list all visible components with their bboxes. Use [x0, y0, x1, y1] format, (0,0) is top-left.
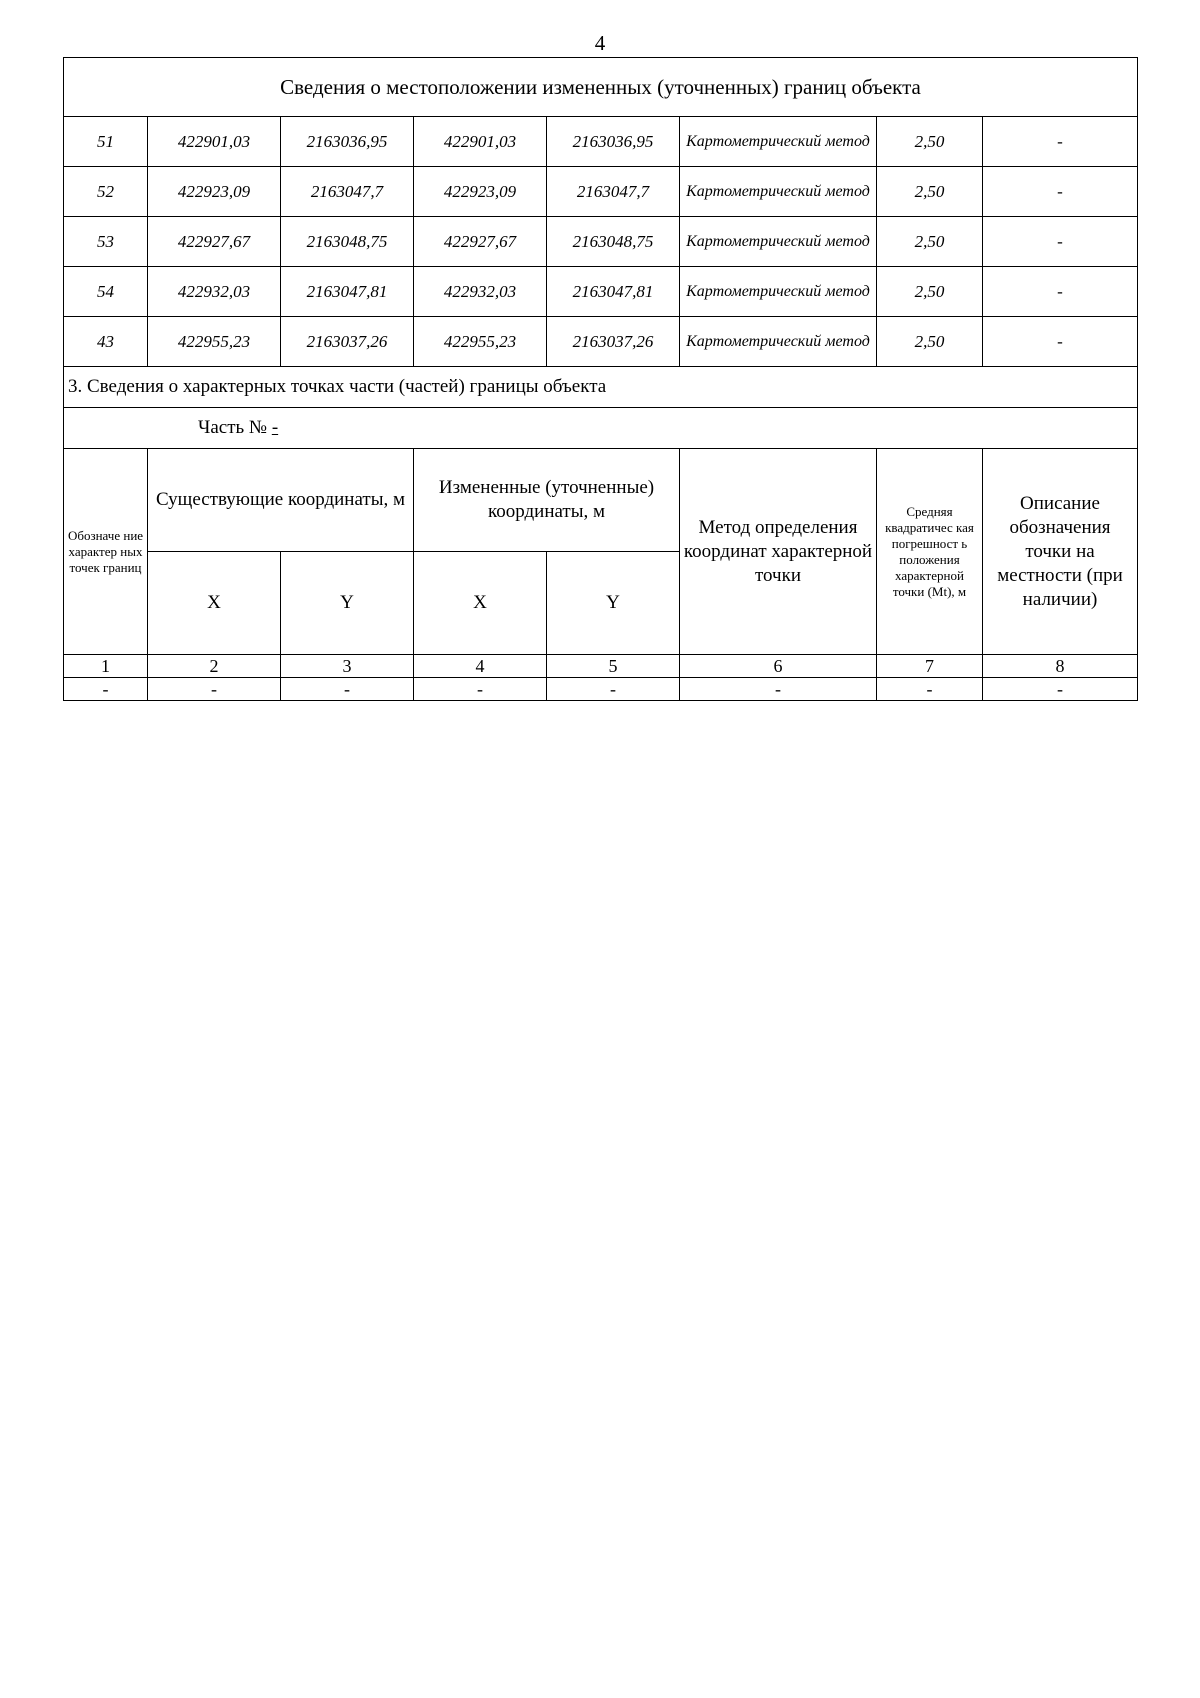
empty-cell: -	[64, 678, 148, 701]
accuracy-cell: 2,50	[877, 167, 983, 217]
column-number: 5	[547, 655, 680, 678]
description-cell: -	[983, 217, 1138, 267]
point-cell: 53	[64, 217, 148, 267]
x-existing-cell: 422901,03	[148, 117, 281, 167]
empty-row	[64, 678, 1138, 701]
x-new-cell: 422901,03	[414, 117, 547, 167]
y-new-cell: 2163047,81	[547, 267, 680, 317]
page-number: 4	[594, 31, 606, 55]
table-row	[64, 217, 1138, 267]
table-row	[64, 117, 1138, 167]
y-new-cell: 2163037,26	[547, 317, 680, 367]
section3-row	[64, 367, 1138, 408]
method-cell: Картометрический метод	[680, 167, 877, 217]
header-accuracy: Средняя квадратичес кая погрешност ь положения характерной точки (Mt), м	[877, 449, 983, 655]
point-cell: 51	[64, 117, 148, 167]
method-cell: Картометрический метод	[680, 217, 877, 267]
column-number: 6	[680, 655, 877, 678]
accuracy-cell: 2,50	[877, 217, 983, 267]
column-number: 1	[64, 655, 148, 678]
header-existing-x: X	[148, 552, 281, 655]
header-point: Обозначе ние характер ных точек границ	[64, 449, 148, 655]
table-row	[64, 317, 1138, 367]
table-row	[64, 267, 1138, 317]
y-existing-cell: 2163036,95	[281, 117, 414, 167]
header-changed: Измененные (уточненные) координаты, м	[414, 449, 680, 552]
x-existing-cell: 422955,23	[148, 317, 281, 367]
x-existing-cell: 422927,67	[148, 217, 281, 267]
header-changed-y: Y	[547, 552, 680, 655]
part-value: -	[271, 417, 279, 438]
header-existing: Существующие координаты, м	[148, 449, 414, 552]
accuracy-cell: 2,50	[877, 267, 983, 317]
x-existing-cell: 422932,03	[148, 267, 281, 317]
header-changed-x: X	[414, 552, 547, 655]
header-method: Метод определения координат характерной точки	[680, 449, 877, 655]
column-number: 7	[877, 655, 983, 678]
point-cell: 54	[64, 267, 148, 317]
point-cell: 43	[64, 317, 148, 367]
description-cell: -	[983, 167, 1138, 217]
description-cell: -	[983, 317, 1138, 367]
section3-title: 3. Сведения о характерных точках части (частей) границы объекта	[64, 367, 1138, 408]
part-row	[64, 408, 1138, 449]
empty-cell: -	[148, 678, 281, 701]
y-new-cell: 2163047,7	[547, 167, 680, 217]
column-number: 2	[148, 655, 281, 678]
description-cell: -	[983, 117, 1138, 167]
column-number: 8	[983, 655, 1138, 678]
header-existing-y: Y	[281, 552, 414, 655]
method-cell: Картометрический метод	[680, 117, 877, 167]
method-cell: Картометрический метод	[680, 267, 877, 317]
x-new-cell: 422932,03	[414, 267, 547, 317]
empty-cell: -	[414, 678, 547, 701]
header-description: Описание обозначения точки на местности (при наличии)	[983, 449, 1138, 655]
empty-cell: -	[983, 678, 1138, 701]
x-new-cell: 422927,67	[414, 217, 547, 267]
column-numbers-row	[64, 655, 1138, 678]
part-cell	[64, 408, 1138, 449]
header-row-1	[64, 449, 1138, 552]
x-new-cell: 422955,23	[414, 317, 547, 367]
point-cell: 52	[64, 167, 148, 217]
x-existing-cell: 422923,09	[148, 167, 281, 217]
empty-cell: -	[547, 678, 680, 701]
column-number: 3	[281, 655, 414, 678]
y-existing-cell: 2163047,7	[281, 167, 414, 217]
x-new-cell: 422923,09	[414, 167, 547, 217]
y-new-cell: 2163048,75	[547, 217, 680, 267]
table-title-row	[64, 58, 1138, 117]
boundary-table	[63, 57, 1138, 701]
accuracy-cell: 2,50	[877, 117, 983, 167]
y-existing-cell: 2163048,75	[281, 217, 414, 267]
y-existing-cell: 2163047,81	[281, 267, 414, 317]
method-cell: Картометрический метод	[680, 317, 877, 367]
description-cell: -	[983, 267, 1138, 317]
table-title: Сведения о местоположении измененных (уточненных) границ объекта	[64, 58, 1138, 117]
table-row	[64, 167, 1138, 217]
column-number: 4	[414, 655, 547, 678]
empty-cell: -	[680, 678, 877, 701]
accuracy-cell: 2,50	[877, 317, 983, 367]
y-new-cell: 2163036,95	[547, 117, 680, 167]
empty-cell: -	[281, 678, 414, 701]
empty-cell: -	[877, 678, 983, 701]
y-existing-cell: 2163037,26	[281, 317, 414, 367]
part-label: Часть №	[198, 417, 268, 438]
